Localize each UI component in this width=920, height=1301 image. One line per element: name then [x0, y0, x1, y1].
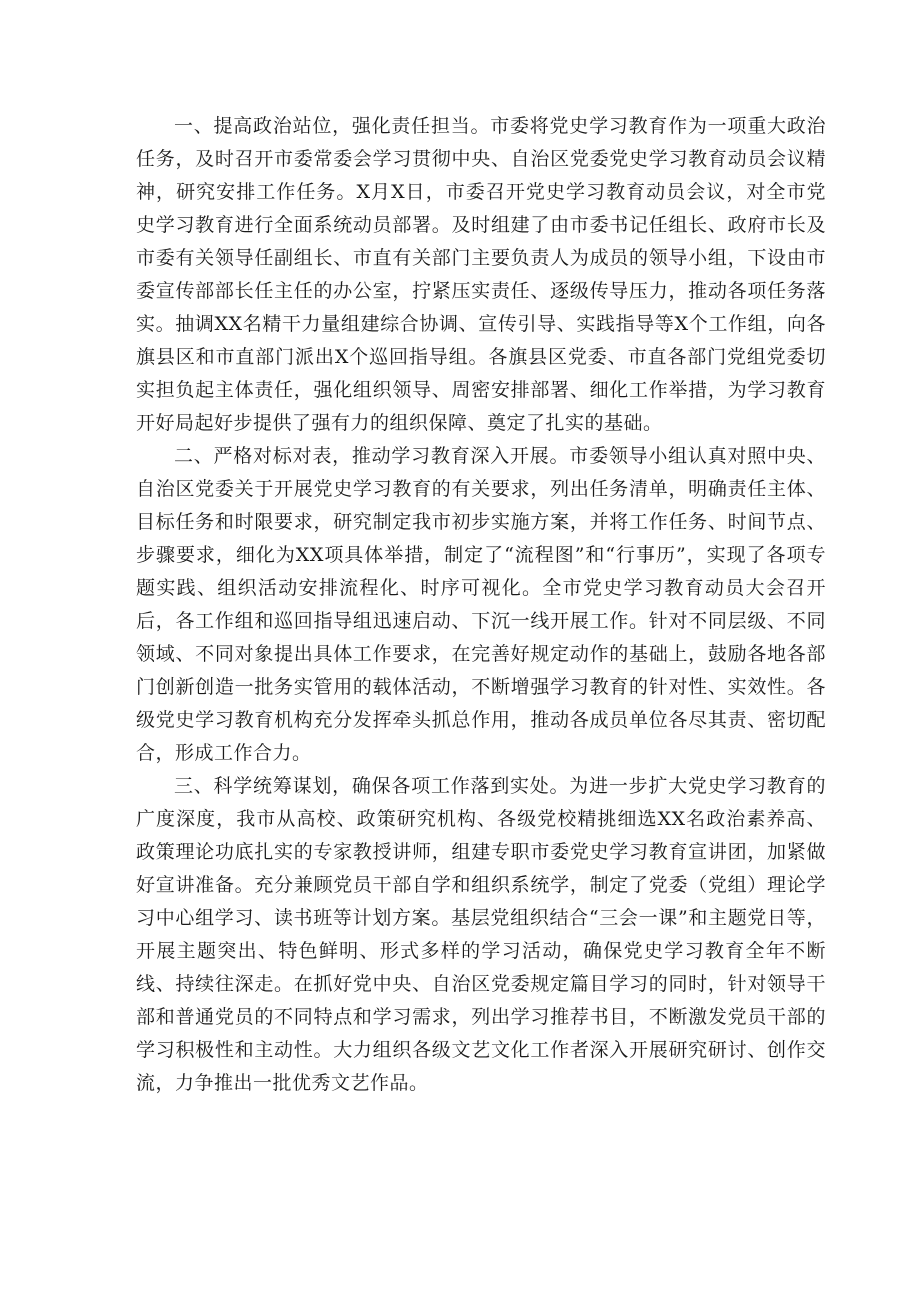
- paragraph-3: 三、科学统筹谋划，确保各项工作落到实处。为进一步扩大党史学习教育的广度深度，我市从高校、政策研究机构、各级党校精挑细选XX名政治素养高、政策理论功底扎实的专家教授讲师，组建专职市委党史学习教育宣讲团，加紧做好宣讲准备。充分兼顾党员干部自学和组织系统学，制定了党委（党组）理论学习中心组学习、读书班等计划方案。基层党组织结合“三会一课”和主题党日等，开展主题突出、特色鲜明、形式多样的学习活动，确保党史学习教育全年不断线、持续往深走。在抓好党中央、自治区党委规定篇目学习的同时，针对领导干部和普通党员的不同特点和学习需求，列出学习推荐书目，不断激发党员干部的学习积极性和主动性。大力组织各级文艺文化工作者深入开展研究研讨、创作交流，力争推出一批优秀文艺作品。: [136, 775, 826, 1094]
- paragraph-2: 二、严格对标对表，推动学习教育深入开展。市委领导小组认真对照中央、自治区党委关于开展党史学习教育的有关要求，列出任务清单，明确责任主体、目标任务和时限要求，研究制定我市初步实施方案，并将工作任务、时间节点、步骤要求，细化为XX项具体举措，制定了“流程图”和“行事历”，实现了各项专题实践、组织活动安排流程化、时序可视化。全市党史学习教育动员大会召开后，各工作组和巡回指导组迅速启动、下沉一线开展工作。针对不同层级、不同领域、不同对象提出具体工作要求，在完善好规定动作的基础上，鼓励各地各部门创新创造一批务实管用的载体活动，不断增强学习教育的针对性、实效性。各级党史学习教育机构充分发挥牵头抓总作用，推动各成员单位各尽其责、密切配合，形成工作合力。: [136, 445, 826, 764]
- paragraph-1: 一、提高政治站位，强化责任担当。市委将党史学习教育作为一项重大政治任务，及时召开市委常委会学习贯彻中央、自治区党委党史学习教育动员会议精神，研究安排工作任务。X月X日，市委召开党史学习教育动员会议，对全市党史学习教育进行全面系统动员部署。及时组建了由市委书记任组长、政府市长及市委有关领导任副组长、市直有关部门主要负责人为成员的领导小组，下设由市委宣传部部长任主任的办公室，拧紧压实责任、逐级传导压力，推动各项任务落实。抽调XX名精干力量组建综合协调、宣传引导、实践指导等X个工作组，向各旗县区和市直部门派出X个巡回指导组。各旗县区党委、市直各部门党组党委切实担负起主体责任，强化组织领导、周密安排部署、细化工作举措，为学习教育开好局起好步提供了强有力的组织保障、奠定了扎实的基础。: [136, 115, 826, 434]
- document-body: [136, 110, 826, 1100]
